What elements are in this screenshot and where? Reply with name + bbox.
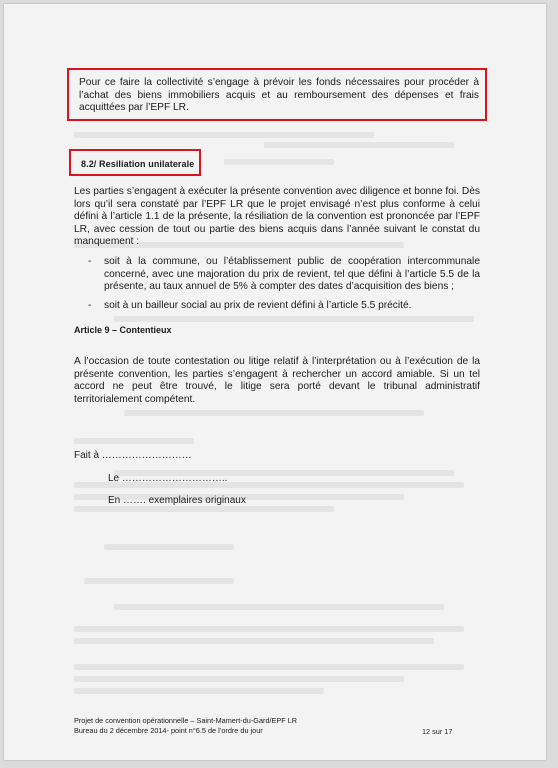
show-through-line: [104, 544, 234, 550]
show-through-line: [114, 316, 474, 322]
contentieux-paragraph: A l’occasion de toute contestation ou litige relatif à l’interprétation ou à l’exécution de la présente convention, les parties s’engagent à rechercher un accord amiable. Si un tel accord ne peut être trouvé, le litige sera porté devant le tribunal administratif territorialement compétent.: [74, 356, 480, 405]
show-through-line: [124, 410, 424, 416]
show-through-line: [74, 506, 334, 512]
highlighted-paragraph-box: [67, 68, 487, 121]
signature-place: Fait à ………………………: [74, 450, 192, 461]
list-item-text: soit à la commune, ou l’établissement public de coopération intercommunale concerné, avec une majoration du prix de revient, tel que défini à l’article 5.5 de la présente, au taux annuel de 5% à compter des dates d’acquisition des biens ;: [104, 256, 480, 293]
show-through-line: [84, 578, 234, 584]
show-through-line: [74, 626, 464, 632]
signature-date: Le …………………………..: [108, 473, 228, 484]
show-through-line: [74, 132, 374, 138]
bullet-marker: -: [88, 300, 92, 311]
section-heading-resiliation: 8.2/ Resiliation unilaterale: [81, 159, 195, 169]
document-page: [4, 4, 546, 760]
show-through-line: [264, 142, 454, 148]
bullet-marker: -: [88, 256, 92, 267]
show-through-line: [74, 638, 434, 644]
footer-meeting-reference: Bureau du 2 décembre 2014- point n°6.5 de l’ordre du jour: [74, 725, 263, 735]
resiliation-paragraph: Les parties s’engagent à exécuter la présente convention avec diligence et bonne foi. Dès lors qu’il sera constaté par l’EPF LR que le projet envisagé n’est plus conforme à celui défini à l’article 1.1 de la présente, la résiliation de la convention est prononcée par l’EPF LR, avec cession de tout ou partie des biens acquis dans l’année suivant le constat du manquement :: [74, 186, 480, 248]
show-through-line: [74, 676, 404, 682]
show-through-line: [224, 159, 334, 165]
highlighted-heading-box: [69, 149, 201, 176]
page-number: 12 sur 17: [422, 727, 453, 736]
article-heading-contentieux: Article 9 – Contentieux: [74, 325, 172, 335]
footer-document-title: Projet de convention opérationnelle – Saint-Mamert-du-Gard/EPF LR: [74, 716, 298, 725]
funding-commitment-paragraph: Pour ce faire la collectivité s’engage à prévoir les fonds nécessaires pour procéder à l’achat des biens immobiliers acquis et au remboursement des dépenses et frais acquittées par l’EPF LR.: [79, 77, 479, 113]
show-through-line: [74, 688, 324, 694]
list-item-text: soit à un bailleur social au prix de revient défini à l’article 5.5 précité.: [104, 300, 412, 311]
page-footer: [74, 716, 297, 735]
show-through-line: [74, 664, 464, 670]
show-through-line: [74, 438, 194, 444]
show-through-line: [114, 604, 444, 610]
signature-copies: En ……. exemplaires originaux: [108, 495, 246, 506]
